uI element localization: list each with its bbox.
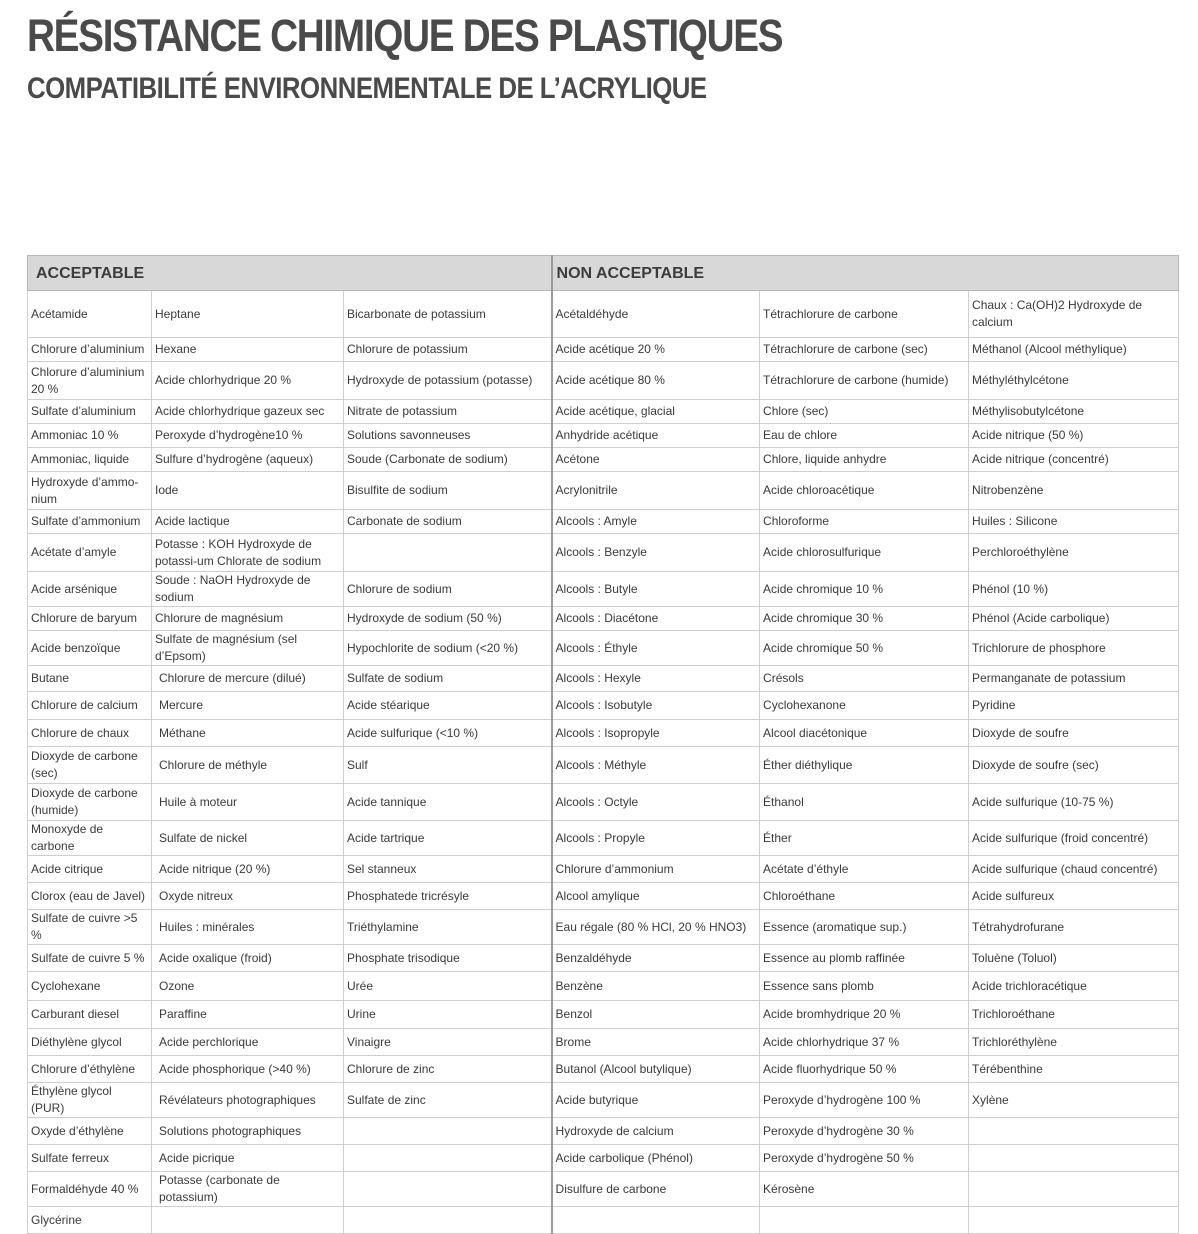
non-acceptable-cell: Chloroforme [760, 510, 969, 534]
acceptable-cell: Acide stéarique [344, 692, 552, 720]
table-row [28, 400, 1179, 424]
non-acceptable-cell: Phénol (10 %) [969, 572, 1179, 607]
non-acceptable-cell: Trichloréthylène [969, 1029, 1179, 1056]
acceptable-cell: Chlorure d’aluminium [28, 338, 152, 362]
acceptable-cell: Huiles : minérales [152, 910, 344, 945]
table-row [28, 784, 1179, 821]
non-acceptable-cell: Acide chromique 10 % [760, 572, 969, 607]
table-row [28, 720, 1179, 747]
non-acceptable-header: NON ACCEPTABLE [552, 256, 1179, 291]
acceptable-cell: Chlorure de mercure (dilué) [152, 666, 344, 692]
non-acceptable-cell: Acide chromique 50 % [760, 631, 969, 666]
non-acceptable-cell: Acide bromhydrique 20 % [760, 1001, 969, 1029]
non-acceptable-cell: Phénol (Acide carbolique) [969, 607, 1179, 631]
non-acceptable-cell: Essence sans plomb [760, 972, 969, 1001]
table-row [28, 338, 1179, 362]
table-row [28, 972, 1179, 1001]
acceptable-cell: Hydroxyde de sodium (50 %) [344, 607, 552, 631]
non-acceptable-cell: Eau de chlore [760, 424, 969, 448]
non-acceptable-cell: Méthylisobutylcétone [969, 400, 1179, 424]
acceptable-cell: Ammoniac 10 % [28, 424, 152, 448]
non-acceptable-cell: Nitrobenzène [969, 472, 1179, 510]
acceptable-cell: Acide benzoïque [28, 631, 152, 666]
non-acceptable-cell: Toluène (Toluol) [969, 945, 1179, 972]
acceptable-cell: Heptane [152, 291, 344, 338]
non-acceptable-cell: Alcools : Isobutyle [552, 692, 760, 720]
table-row [28, 424, 1179, 448]
non-acceptable-cell: Kérosène [760, 1172, 969, 1207]
table-row [28, 945, 1179, 972]
table-row [28, 291, 1179, 338]
non-acceptable-cell: Tétrachlorure de carbone [760, 291, 969, 338]
acceptable-cell: Oxyde d’éthylène [28, 1118, 152, 1145]
table-row [28, 666, 1179, 692]
table-row [28, 910, 1179, 945]
acceptable-cell: Ammoniac, liquide [28, 448, 152, 472]
acceptable-cell: Dioxyde de carbone (humide) [28, 784, 152, 821]
non-acceptable-cell: Acide chromique 30 % [760, 607, 969, 631]
table-row [28, 607, 1179, 631]
table-row [28, 362, 1179, 400]
table-row [28, 631, 1179, 666]
non-acceptable-cell: Chloroéthane [760, 883, 969, 910]
acceptable-cell: Ozone [152, 972, 344, 1001]
acceptable-cell: Hydroxyde de potassium (potasse) [344, 362, 552, 400]
non-acceptable-cell: Alcools : Amyle [552, 510, 760, 534]
non-acceptable-cell: Alcool amylique [552, 883, 760, 910]
acceptable-cell: Acide sulfurique (<10 %) [344, 720, 552, 747]
acceptable-cell: Chlorure de magnésium [152, 607, 344, 631]
non-acceptable-cell: Acétate d’éthyle [760, 856, 969, 883]
non-acceptable-cell: Essence (aromatique sup.) [760, 910, 969, 945]
non-acceptable-cell: Huiles : Silicone [969, 510, 1179, 534]
acceptable-cell: Iode [152, 472, 344, 510]
non-acceptable-cell: Perchloroéthylène [969, 534, 1179, 572]
non-acceptable-cell: Térébenthine [969, 1056, 1179, 1083]
acceptable-cell: Chlorure d’aluminium 20 % [28, 362, 152, 400]
non-acceptable-cell: Eau régale (80 % HCl, 20 % HNO3) [552, 910, 760, 945]
acceptable-cell: Solutions savonneuses [344, 424, 552, 448]
non-acceptable-cell: Acide acétique, glacial [552, 400, 760, 424]
non-acceptable-cell: Tétrachlorure de carbone (humide) [760, 362, 969, 400]
acceptable-cell: Bisulfite de sodium [344, 472, 552, 510]
non-acceptable-cell: Alcools : Éthyle [552, 631, 760, 666]
non-acceptable-cell [969, 1118, 1179, 1145]
non-acceptable-cell: Acétaldéhyde [552, 291, 760, 338]
non-acceptable-cell: Alcools : Butyle [552, 572, 760, 607]
non-acceptable-cell: Crésols [760, 666, 969, 692]
acceptable-cell: Carbonate de sodium [344, 510, 552, 534]
non-acceptable-cell: Xylène [969, 1083, 1179, 1118]
acceptable-cell: Acide lactique [152, 510, 344, 534]
chemical-resistance-table [27, 255, 1179, 1234]
non-acceptable-cell: Acide fluorhydrique 50 % [760, 1056, 969, 1083]
non-acceptable-cell: Acide carbolique (Phénol) [552, 1145, 760, 1172]
non-acceptable-cell: Acide sulfurique (froid concentré) [969, 821, 1179, 856]
non-acceptable-cell: Brome [552, 1029, 760, 1056]
non-acceptable-cell [760, 1207, 969, 1234]
acceptable-cell [344, 1118, 552, 1145]
non-acceptable-cell: Éthanol [760, 784, 969, 821]
acceptable-cell [344, 1207, 552, 1234]
non-acceptable-cell: Anhydride acétique [552, 424, 760, 448]
acceptable-cell: Chlorure de baryum [28, 607, 152, 631]
acceptable-cell: Chlorure de sodium [344, 572, 552, 607]
acceptable-cell: Mercure [152, 692, 344, 720]
acceptable-cell [152, 1207, 344, 1234]
acceptable-cell: Cyclohexane [28, 972, 152, 1001]
non-acceptable-cell: Acide chloroacétique [760, 472, 969, 510]
acceptable-cell: Chlorure de potassium [344, 338, 552, 362]
acceptable-cell: Méthane [152, 720, 344, 747]
acceptable-cell: Révélateurs photographiques [152, 1083, 344, 1118]
table-body [28, 291, 1179, 1234]
table-row [28, 534, 1179, 572]
acceptable-cell: Sulfure d’hydrogène (aqueux) [152, 448, 344, 472]
acceptable-cell: Urée [344, 972, 552, 1001]
non-acceptable-cell: Méthanol (Alcool méthylique) [969, 338, 1179, 362]
table-row [28, 821, 1179, 856]
acceptable-cell: Bicarbonate de potassium [344, 291, 552, 338]
acceptable-cell: Paraffine [152, 1001, 344, 1029]
acceptable-cell: Huile à moteur [152, 784, 344, 821]
non-acceptable-cell: Acide trichloracétique [969, 972, 1179, 1001]
non-acceptable-cell: Alcools : Octyle [552, 784, 760, 821]
acceptable-cell: Vinaigre [344, 1029, 552, 1056]
acceptable-cell: Sulfate de cuivre >5 % [28, 910, 152, 945]
acceptable-cell: Butane [28, 666, 152, 692]
acceptable-cell: Chlorure d’éthylène [28, 1056, 152, 1083]
table-row [28, 1029, 1179, 1056]
non-acceptable-cell: Éther diéthylique [760, 747, 969, 784]
acceptable-cell: Hypochlorite de sodium (<20 %) [344, 631, 552, 666]
non-acceptable-cell: Hydroxyde de calcium [552, 1118, 760, 1145]
table-row [28, 1001, 1179, 1029]
acceptable-cell: Sulfate de zinc [344, 1083, 552, 1118]
acceptable-cell [344, 1172, 552, 1207]
acceptable-cell: Phosphatede tricrésyle [344, 883, 552, 910]
non-acceptable-cell: Disulfure de carbone [552, 1172, 760, 1207]
non-acceptable-cell: Butanol (Alcool butylique) [552, 1056, 760, 1083]
non-acceptable-cell: Acide sulfurique (chaud concentré) [969, 856, 1179, 883]
table-row [28, 692, 1179, 720]
acceptable-cell: Chlorure de calcium [28, 692, 152, 720]
non-acceptable-cell: Acide chlorosulfurique [760, 534, 969, 572]
table-row [28, 510, 1179, 534]
acceptable-cell: Acide tannique [344, 784, 552, 821]
acceptable-cell: Sulfate de nickel [152, 821, 344, 856]
non-acceptable-cell: Chlore (sec) [760, 400, 969, 424]
non-acceptable-cell: Acide chlorhydrique 37 % [760, 1029, 969, 1056]
table-row [28, 1056, 1179, 1083]
acceptable-cell: Sulfate de magnésium (sel d’Epsom) [152, 631, 344, 666]
acceptable-cell: Acide citrique [28, 856, 152, 883]
acceptable-cell: Monoxyde de carbone [28, 821, 152, 856]
acceptable-cell: Soude : NaOH Hydroxyde de sodium [152, 572, 344, 607]
acceptable-cell: Clorox (eau de Javel) [28, 883, 152, 910]
acceptable-cell: Sulfate de sodium [344, 666, 552, 692]
acceptable-cell: Soude (Carbonate de sodium) [344, 448, 552, 472]
non-acceptable-cell [969, 1172, 1179, 1207]
non-acceptable-cell: Acide nitrique (50 %) [969, 424, 1179, 448]
table-row [28, 1083, 1179, 1118]
non-acceptable-cell [969, 1207, 1179, 1234]
acceptable-cell: Solutions photographiques [152, 1118, 344, 1145]
non-acceptable-cell: Chlore, liquide anhydre [760, 448, 969, 472]
non-acceptable-cell [552, 1207, 760, 1234]
acceptable-header: ACCEPTABLE [28, 256, 552, 291]
non-acceptable-cell [969, 1145, 1179, 1172]
acceptable-cell: Phosphate trisodique [344, 945, 552, 972]
non-acceptable-cell: Cyclohexanone [760, 692, 969, 720]
non-acceptable-cell: Peroxyde d’hydrogène 30 % [760, 1118, 969, 1145]
non-acceptable-cell: Alcools : Méthyle [552, 747, 760, 784]
acceptable-cell: Acide nitrique (20 %) [152, 856, 344, 883]
acceptable-cell: Chlorure de chaux [28, 720, 152, 747]
acceptable-cell: Sulfate d’ammonium [28, 510, 152, 534]
acceptable-cell: Sel stanneux [344, 856, 552, 883]
acceptable-cell: Sulfate d’aluminium [28, 400, 152, 424]
acceptable-cell: Urine [344, 1001, 552, 1029]
acceptable-cell: Triéthylamine [344, 910, 552, 945]
acceptable-cell: Acide chlorhydrique gazeux sec [152, 400, 344, 424]
acceptable-cell: Potasse : KOH Hydroxyde de potassi-um Chlorate de sodium [152, 534, 344, 572]
acceptable-cell: Éthylène glycol (PUR) [28, 1083, 152, 1118]
page-title: RÉSISTANCE CHIMIQUE DES PLASTIQUES [27, 10, 783, 61]
non-acceptable-cell: Acétone [552, 448, 760, 472]
non-acceptable-cell: Tétrachlorure de carbone (sec) [760, 338, 969, 362]
non-acceptable-cell: Dioxyde de soufre (sec) [969, 747, 1179, 784]
table-row [28, 1172, 1179, 1207]
table-row [28, 883, 1179, 910]
non-acceptable-cell: Méthyléthylcétone [969, 362, 1179, 400]
table-row [28, 1118, 1179, 1145]
non-acceptable-cell: Acide acétique 80 % [552, 362, 760, 400]
acceptable-cell: Sulfate ferreux [28, 1145, 152, 1172]
table-row [28, 1207, 1179, 1234]
acceptable-cell: Glycérine [28, 1207, 152, 1234]
acceptable-cell: Carburant diesel [28, 1001, 152, 1029]
acceptable-cell: Chlorure de zinc [344, 1056, 552, 1083]
non-acceptable-cell: Alcools : Propyle [552, 821, 760, 856]
non-acceptable-cell: Acide nitrique (concentré) [969, 448, 1179, 472]
non-acceptable-cell: Acide acétique 20 % [552, 338, 760, 362]
acceptable-cell: Acide oxalique (froid) [152, 945, 344, 972]
non-acceptable-cell: Peroxyde d’hydrogène 100 % [760, 1083, 969, 1118]
non-acceptable-cell: Éther [760, 821, 969, 856]
acceptable-cell: Acétamide [28, 291, 152, 338]
table-row [28, 572, 1179, 607]
acceptable-cell: Acide tartrique [344, 821, 552, 856]
non-acceptable-cell: Pyridine [969, 692, 1179, 720]
table-header-row [28, 256, 1179, 291]
acceptable-cell: Sulf [344, 747, 552, 784]
non-acceptable-cell: Dioxyde de soufre [969, 720, 1179, 747]
acceptable-cell: Acétate d’amyle [28, 534, 152, 572]
non-acceptable-cell: Acide sulfurique (10-75 %) [969, 784, 1179, 821]
non-acceptable-cell: Chaux : Ca(OH)2 Hydroxyde de calcium [969, 291, 1179, 338]
table-row [28, 472, 1179, 510]
non-acceptable-cell: Acrylonitrile [552, 472, 760, 510]
non-acceptable-cell: Acide butyrique [552, 1083, 760, 1118]
non-acceptable-cell: Tétrahydrofurane [969, 910, 1179, 945]
acceptable-cell: Diéthylène glycol [28, 1029, 152, 1056]
acceptable-cell: Dioxyde de carbone (sec) [28, 747, 152, 784]
table-row [28, 747, 1179, 784]
acceptable-cell: Peroxyde d’hydrogène10 % [152, 424, 344, 448]
acceptable-cell: Acide chlorhydrique 20 % [152, 362, 344, 400]
non-acceptable-cell: Alcools : Isopropyle [552, 720, 760, 747]
acceptable-cell: Nitrate de potassium [344, 400, 552, 424]
acceptable-cell [344, 534, 552, 572]
acceptable-cell: Hydroxyde d’ammo-nium [28, 472, 152, 510]
acceptable-cell: Sulfate de cuivre 5 % [28, 945, 152, 972]
non-acceptable-cell: Benzol [552, 1001, 760, 1029]
acceptable-cell: Acide picrique [152, 1145, 344, 1172]
acceptable-cell: Hexane [152, 338, 344, 362]
non-acceptable-cell: Benzaldéhyde [552, 945, 760, 972]
acceptable-cell: Acide phosphorique (>40 %) [152, 1056, 344, 1083]
acceptable-cell: Potasse (carbonate de potassium) [152, 1172, 344, 1207]
non-acceptable-cell: Alcools : Benzyle [552, 534, 760, 572]
non-acceptable-cell: Peroxyde d’hydrogène 50 % [760, 1145, 969, 1172]
non-acceptable-cell: Alcool diacétonique [760, 720, 969, 747]
page-subtitle: COMPATIBILITÉ ENVIRONNEMENTALE DE L’ACRYLIQUE [27, 72, 707, 105]
acceptable-cell: Acide perchlorique [152, 1029, 344, 1056]
non-acceptable-cell: Benzène [552, 972, 760, 1001]
acceptable-cell: Chlorure de méthyle [152, 747, 344, 784]
non-acceptable-cell: Alcools : Hexyle [552, 666, 760, 692]
table-row [28, 856, 1179, 883]
non-acceptable-cell: Acide sulfureux [969, 883, 1179, 910]
non-acceptable-cell: Chlorure d’ammonium [552, 856, 760, 883]
non-acceptable-cell: Alcools : Diacétone [552, 607, 760, 631]
non-acceptable-cell: Trichlorure de phosphore [969, 631, 1179, 666]
acceptable-cell: Acide arsénique [28, 572, 152, 607]
acceptable-cell [344, 1145, 552, 1172]
acceptable-cell: Oxyde nitreux [152, 883, 344, 910]
non-acceptable-cell: Trichloroéthane [969, 1001, 1179, 1029]
acceptable-cell: Formaldéhyde 40 % [28, 1172, 152, 1207]
table-row [28, 1145, 1179, 1172]
non-acceptable-cell: Permanganate de potassium [969, 666, 1179, 692]
non-acceptable-cell: Essence au plomb raffinée [760, 945, 969, 972]
table-row [28, 448, 1179, 472]
